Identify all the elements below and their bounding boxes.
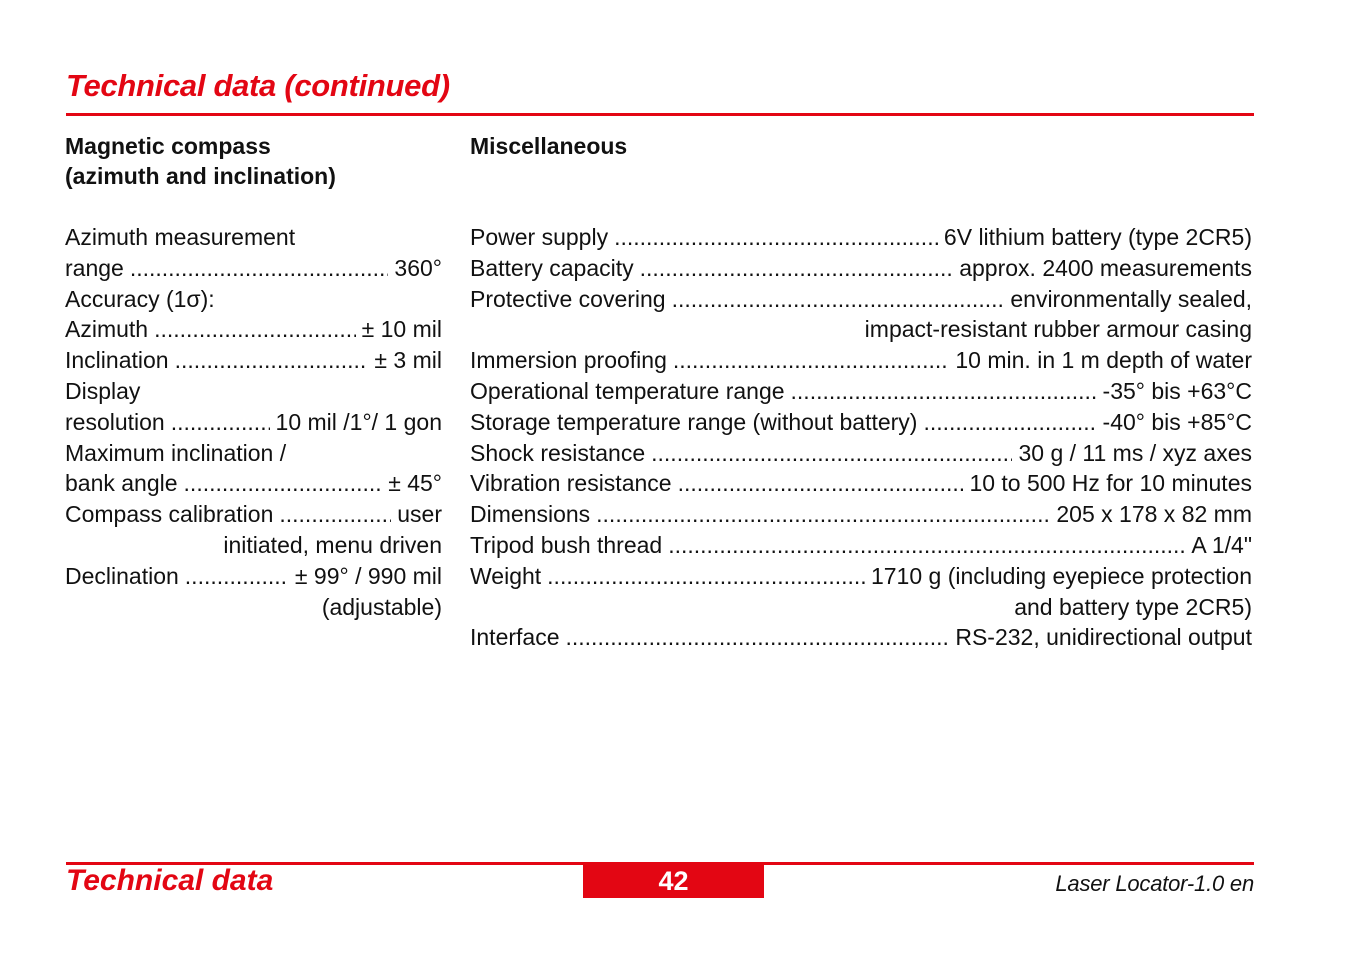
spec-row: [65, 468, 442, 499]
spec-label: range: [65, 254, 124, 281]
spec-label: Shock resistance: [470, 439, 646, 466]
dot-leader: [184, 468, 383, 499]
dot-leader: [678, 468, 964, 499]
spec-value: ± 99° / 990 mil: [294, 562, 442, 589]
spec-line: Display: [65, 377, 141, 404]
dot-leader: [668, 530, 1185, 561]
page-title: Technical data (continued): [66, 68, 450, 103]
spec-continuation: impact-resistant rubber armour casing: [864, 316, 1252, 343]
spec-continuation: initiated, menu driven: [223, 531, 442, 558]
product-name: Laser Locator-1.0 en: [1055, 871, 1254, 896]
spec-row: [470, 468, 1252, 499]
footer-section-title: Technical data: [66, 864, 274, 897]
spec-row: [470, 222, 1252, 253]
spec-value: -35° bis +63°C: [1102, 377, 1252, 404]
spec-line: Azimuth measurement: [65, 224, 296, 250]
spec-value: 6V lithium battery (type 2CR5): [943, 224, 1252, 250]
spec-label: Tripod bush thread: [470, 531, 663, 558]
spec-value: approx. 2400 measurements: [959, 254, 1252, 281]
spec-label: Vibration resistance: [470, 470, 672, 497]
compass-heading-line: Magnetic compass: [65, 133, 271, 159]
spec-row: [65, 314, 442, 345]
spec-value: -40° bis +85°C: [1102, 408, 1252, 435]
dot-leader: [672, 284, 1005, 315]
spec-value: 205 x 178 x 82 mm: [1056, 501, 1252, 528]
spec-line: Accuracy (1σ):: [65, 285, 215, 312]
spec-value: RS-232, unidirectional output: [955, 624, 1252, 651]
spec-value: 10 min. in 1 m depth of water: [955, 347, 1252, 374]
spec-row: [470, 561, 1252, 592]
dot-leader: [596, 499, 1050, 530]
spec-row: [65, 499, 442, 530]
spec-row: [470, 284, 1252, 315]
spec-row: [470, 622, 1252, 653]
spec-row: [470, 438, 1252, 469]
spec-value: 10 to 500 Hz for 10 minutes: [969, 470, 1252, 497]
spec-continuation: and battery type 2CR5): [1014, 593, 1252, 620]
spec-row: [470, 407, 1252, 438]
spec-line: Maximum inclination /: [65, 439, 287, 466]
spec-row: [470, 345, 1252, 376]
spec-continuation: (adjustable): [321, 593, 442, 620]
spec-row: [65, 407, 442, 438]
dot-leader: [566, 622, 950, 653]
spec-value: A 1/4": [1191, 531, 1252, 558]
dot-leader: [279, 499, 391, 530]
spec-label: Protective covering: [470, 285, 666, 312]
spec-row: [65, 253, 442, 284]
misc-heading-line: Miscellaneous: [470, 133, 628, 159]
spec-label: Interface: [470, 624, 560, 651]
spec-label: Azimuth: [65, 316, 149, 343]
dot-leader: [673, 345, 950, 376]
dot-leader: [547, 561, 865, 592]
dot-leader: [651, 438, 1012, 469]
dot-leader: [791, 376, 1097, 407]
spec-label: Dimensions: [470, 501, 591, 528]
misc-spec-list: [470, 222, 1252, 653]
spec-label: Compass calibration: [65, 501, 274, 528]
spec-row: [65, 345, 442, 376]
spec-label: Operational temperature range: [470, 377, 785, 404]
dot-leader: [923, 407, 1096, 438]
spec-label: Battery capacity: [470, 254, 634, 281]
dot-leader: [614, 222, 938, 253]
header-rule: [66, 113, 1254, 116]
page-number: 42: [583, 864, 764, 898]
spec-value: 10 mil /1°/ 1 gon: [275, 408, 442, 435]
dot-leader: [185, 561, 289, 592]
spec-row: [470, 376, 1252, 407]
spec-value: ± 3 mil: [374, 347, 442, 374]
spec-label: resolution: [65, 408, 165, 435]
spec-row: [470, 499, 1252, 530]
spec-row: [470, 253, 1252, 284]
spec-label: Power supply: [470, 224, 609, 250]
compass-heading: [65, 131, 336, 191]
spec-label: Storage temperature range (without battery): [470, 408, 918, 435]
spec-value: 1710 g (including eyepiece protection: [870, 562, 1252, 589]
dot-leader: [171, 407, 270, 438]
spec-row: [470, 530, 1252, 561]
dot-leader: [175, 345, 369, 376]
compass-spec-list: [65, 222, 442, 622]
spec-value: ± 10 mil: [361, 316, 442, 343]
dot-leader: [130, 253, 389, 284]
spec-value: user: [397, 501, 442, 528]
spec-value: 30 g / 11 ms / xyz axes: [1018, 439, 1252, 466]
spec-label: bank angle: [65, 470, 178, 497]
compass-heading-line: (azimuth and inclination): [65, 163, 336, 189]
spec-label: Weight: [470, 562, 542, 589]
spec-value: environmentally sealed,: [1010, 285, 1252, 312]
spec-label: Declination: [65, 562, 179, 589]
dot-leader: [154, 314, 356, 345]
misc-heading: [470, 131, 627, 161]
spec-value: 360°: [394, 254, 442, 281]
spec-label: Inclination: [65, 347, 169, 374]
spec-row: [65, 561, 442, 592]
spec-label: Immersion proofing: [470, 347, 667, 374]
spec-value: ± 45°: [388, 470, 442, 497]
dot-leader: [640, 253, 954, 284]
